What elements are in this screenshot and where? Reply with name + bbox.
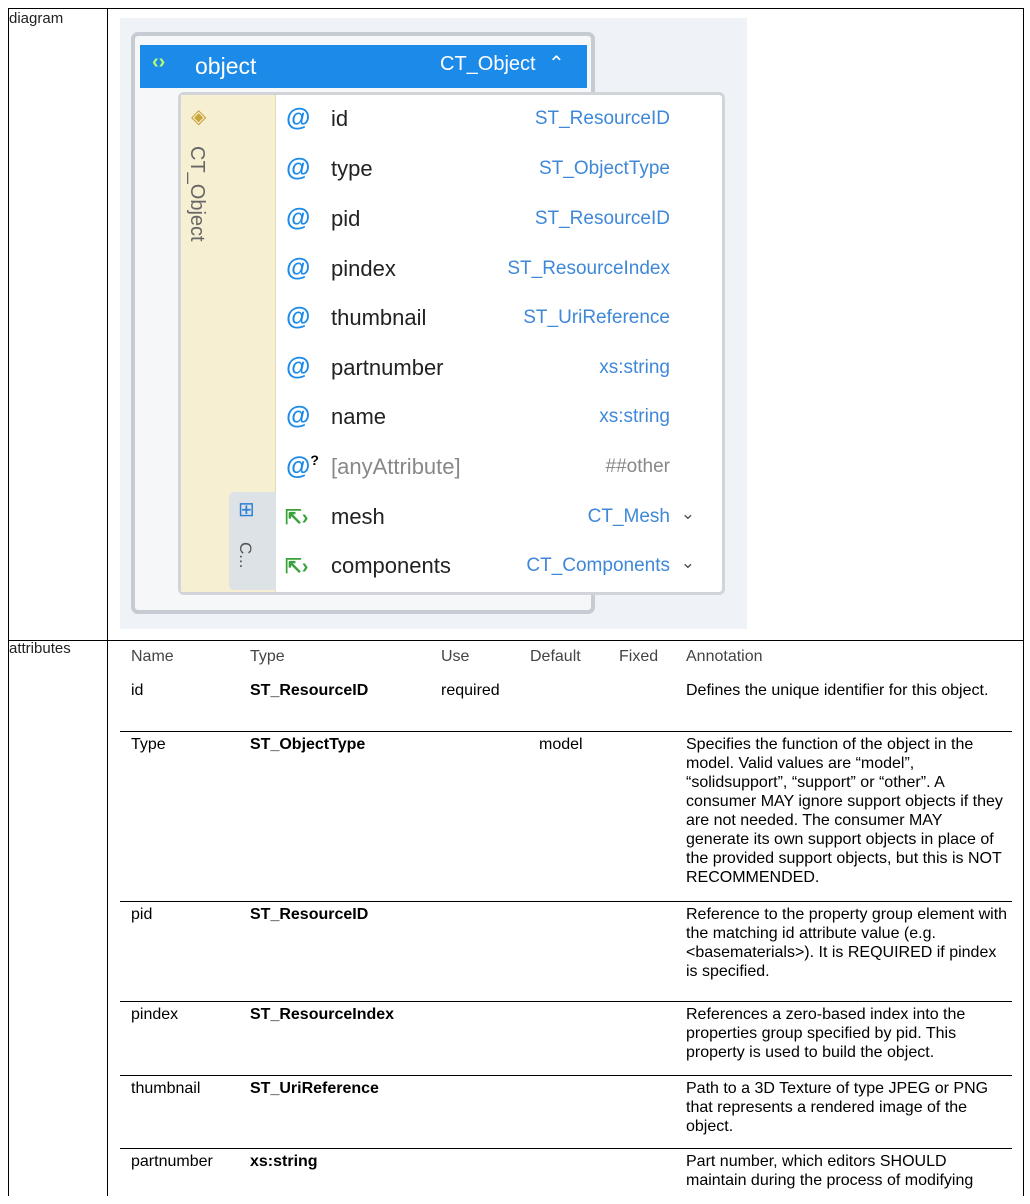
element-reference-icon: ⇱› (285, 556, 309, 578)
attribute-type: ST_UriReference (523, 307, 670, 328)
diagram-attribute-row[interactable] (285, 204, 715, 238)
cell-annotation: References a zero-based index into the properties group specified by pid. This property is used to build the object. (686, 1006, 966, 1061)
attribute-type: ST_ResourceID (534, 108, 670, 129)
cell-type: xs:string (250, 1153, 318, 1170)
cell-name: id (131, 682, 144, 699)
header-annotation: Annotation (686, 648, 763, 665)
element-type: CT_Mesh (587, 506, 670, 527)
attribute-name: pindex (331, 256, 396, 281)
chevron-double-down-icon[interactable]: ⌄ (680, 504, 695, 523)
attribute-name: [anyAttribute] (331, 454, 461, 479)
diagram-attribute-row[interactable] (285, 154, 715, 188)
attribute-icon: @ (286, 204, 311, 232)
element-icon: ‹› (152, 51, 166, 73)
object-element-type: CT_Object (440, 53, 536, 75)
cell-name: partnumber (131, 1153, 213, 1170)
sequence-icon: ⊞ (238, 499, 255, 521)
attribute-type: ##other (605, 456, 670, 477)
header-fixed: Fixed (619, 648, 659, 665)
cell-name: pindex (131, 1006, 179, 1023)
cell-annotation: Specifies the function of the object in the model. Valid values are “model”, “solidsupport”, “support” or “other”. A consumer MAY ignore support objects if they are not needed. The consumer MAY generate its own support objects in place of the provided support objects, but this is NOT RECOMMENDED. (686, 736, 1003, 886)
attributes-row-label: attributes (9, 640, 71, 657)
chevron-double-up-icon[interactable]: ⌃ (548, 53, 565, 75)
cell-name: thumbnail (131, 1080, 201, 1097)
attribute-icon: @? (286, 452, 319, 481)
diagram-attribute-row[interactable] (285, 303, 715, 337)
cell-type: ST_ResourceID (250, 682, 369, 699)
diagram-attribute-row[interactable] (285, 254, 715, 288)
diagram-attribute-row[interactable] (285, 353, 715, 387)
diagram-element-row[interactable] (285, 551, 715, 585)
diagram-attribute-row[interactable] (285, 402, 715, 436)
element-name: mesh (331, 504, 385, 529)
attribute-name: id (331, 106, 349, 131)
attribute-icon: @ (286, 154, 311, 182)
attribute-type: xs:string (599, 406, 670, 427)
header-name: Name (131, 648, 174, 665)
attribute-icon: @ (286, 353, 311, 381)
cell-type: ST_ObjectType (250, 736, 366, 753)
sequence-label: C... (236, 542, 255, 569)
diagram-attribute-row[interactable] (285, 452, 715, 486)
chevron-double-down-icon[interactable]: ⌄ (680, 553, 695, 572)
table-row (120, 1004, 1012, 1076)
diagram-row-label: diagram (9, 10, 64, 27)
table-row (120, 1151, 1012, 1204)
cell-annotation: Part number, which editors SHOULD maintain during the process of modifying (686, 1153, 974, 1189)
element-name: components (331, 553, 451, 578)
column-divider (107, 9, 108, 1196)
attribute-icon: @ (286, 254, 311, 282)
table-row (120, 904, 1012, 1002)
object-element-name: object (195, 53, 257, 79)
header-type: Type (250, 648, 285, 665)
cell-type: ST_ResourceIndex (250, 1006, 395, 1023)
complex-type-icon: ◈ (191, 106, 207, 128)
attribute-type: ST_ResourceID (534, 208, 670, 229)
object-element-header[interactable] (140, 45, 587, 88)
attribute-type: xs:string (599, 357, 670, 378)
cell-name: Type (131, 736, 166, 753)
element-type: CT_Components (526, 555, 670, 576)
attribute-icon: @ (286, 402, 311, 430)
attribute-type: ST_ResourceIndex (507, 258, 670, 279)
element-reference-icon: ⇱› (285, 507, 309, 529)
diagram-element-row[interactable] (285, 502, 715, 536)
diagram-attribute-row[interactable] (285, 104, 715, 138)
header-use: Use (441, 648, 470, 665)
attribute-icon: @ (286, 104, 311, 132)
cell-default: model (539, 736, 583, 753)
table-row (120, 734, 1012, 902)
attribute-type: ST_ObjectType (539, 158, 670, 179)
cell-name: pid (131, 906, 153, 923)
attribute-name: pid (331, 206, 361, 231)
cell-annotation: Reference to the property group element with the matching id attribute value (e.g. <basematerials>). It is REQUIRED if pindex is specified. (686, 906, 1008, 980)
cell-type: ST_UriReference (250, 1080, 379, 1097)
attribute-name: partnumber (331, 355, 444, 380)
header-default: Default (530, 648, 581, 665)
cell-annotation: Path to a 3D Texture of type JPEG or PNG that represents a rendered image of the object. (686, 1080, 989, 1135)
attribute-icon: @ (286, 303, 311, 331)
attribute-name: thumbnail (331, 305, 427, 330)
attribute-name: name (331, 404, 387, 429)
row-divider (9, 640, 1023, 641)
attribute-name: type (331, 156, 373, 181)
table-row (120, 680, 1012, 732)
table-row (120, 1078, 1012, 1149)
cell-annotation: Defines the unique identifier for this object. (686, 682, 989, 699)
cell-type: ST_ResourceID (250, 906, 369, 923)
cell-use: required (441, 682, 500, 699)
complex-type-label: CT_Object (186, 146, 208, 242)
